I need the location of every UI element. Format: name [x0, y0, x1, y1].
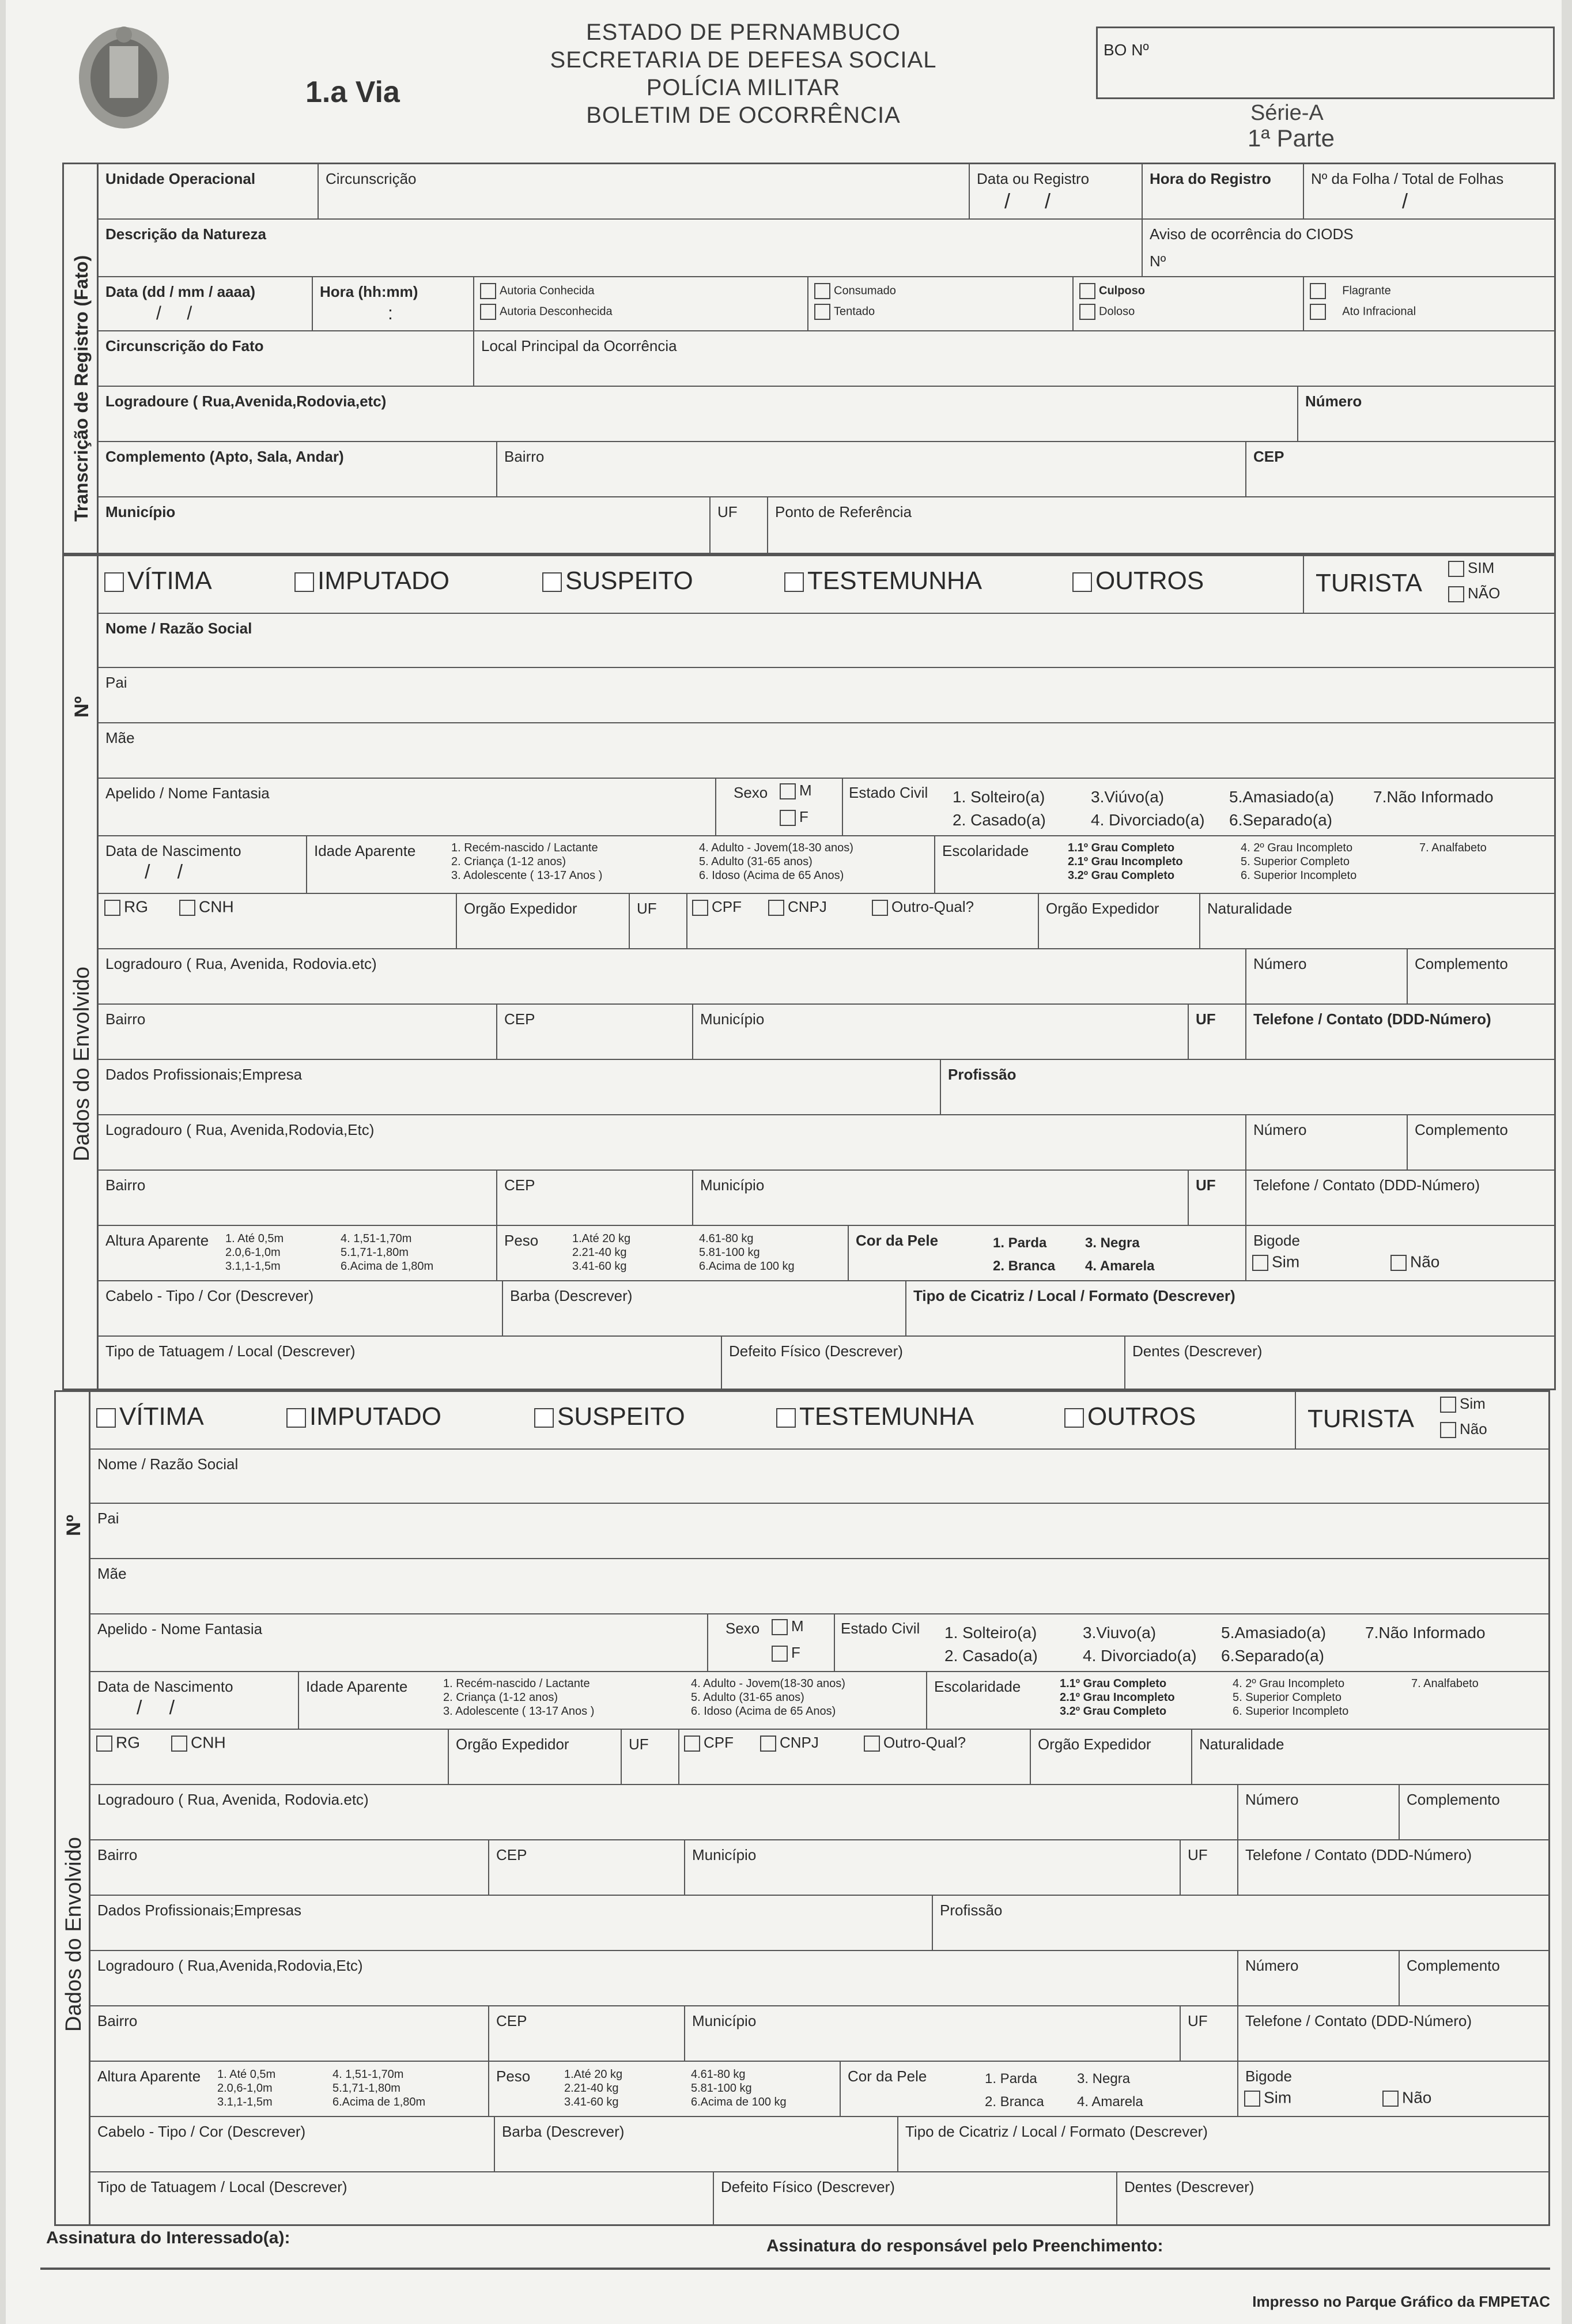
registro-section	[62, 163, 1556, 554]
sexo-2-f-checkbox[interactable]	[772, 1646, 788, 1662]
complemento-fato-field[interactable]: Complemento (Apto, Sala, Andar)	[105, 448, 344, 465]
cnh-checkbox[interactable]	[179, 900, 195, 916]
dados-profissionais-field[interactable]: Dados Profissionais;Empresa	[105, 1066, 303, 1083]
uf-fato-field[interactable]: UF	[709, 497, 767, 554]
logradouro-2-field[interactable]: Logradouro ( Rua, Avenida,Rodovia,Etc)	[105, 1121, 375, 1138]
altura-field[interactable]: Altura Aparente 1. Até 0,5m 2.0,6-1,0m 3.1,1-1,5m 4. 1,51-1,70m 5.1,71-1,80m 6.Acima de 1,80m	[105, 1232, 434, 1273]
envolvido-1-section	[62, 554, 1556, 1390]
numero-2-field[interactable]: Número	[1245, 1115, 1407, 1169]
imputado-2-checkbox[interactable]	[286, 1408, 306, 1428]
envolvido-1-side-bar	[64, 556, 99, 1389]
autoria-field: Autoria Conhecida Autoria Desconhecida	[473, 277, 807, 330]
cicatriz-2-field[interactable]: Tipo de Cicatriz / Local / Formato (Descrever)	[897, 2117, 1548, 2171]
dados-profissionais-2-field[interactable]: Dados Profissionais;Empresas	[97, 1902, 302, 1919]
mae-field[interactable]: Mãe	[99, 723, 1554, 779]
cep-3-field[interactable]: CEP	[488, 1840, 684, 1895]
parte-label: 1ª Parte	[1248, 124, 1335, 152]
data-registro-field[interactable]: Data ou Registro / /	[969, 164, 1142, 218]
local-principal-field[interactable]: Local Principal da Ocorrência	[473, 331, 1554, 386]
uf-doc-2-field[interactable]: UF	[621, 1730, 678, 1784]
folhas-field[interactable]: Nº da Folha / Total de Folhas /	[1303, 164, 1554, 218]
cor-pele-2-field[interactable]: Cor da Pele 1. Parda 2. Branca 3. Negra 4. Amarela	[840, 2062, 1237, 2116]
nascimento-field[interactable]: Data de Nascimento / /	[105, 842, 241, 883]
bottom-rule	[40, 2268, 1550, 2270]
pai-2-field[interactable]: Pai	[90, 1504, 1548, 1559]
turista-2-nao-checkbox[interactable]	[1440, 1422, 1456, 1438]
dentes-field[interactable]: Dentes (Descrever)	[1124, 1337, 1554, 1390]
bo-number-label: BO Nº	[1104, 41, 1149, 59]
hora-registro-field[interactable]: Hora do Registro	[1142, 164, 1303, 218]
dentes-2-field[interactable]: Dentes (Descrever)	[1116, 2172, 1548, 2225]
cpf-checkbox[interactable]	[692, 900, 708, 916]
ponto-referencia-field[interactable]: Ponto de Referência	[767, 497, 1554, 554]
unidade-field[interactable]: Unidade Operacional	[105, 170, 256, 187]
municipio-2-field[interactable]: Município	[692, 1171, 1188, 1225]
cep-field[interactable]: CEP	[496, 1005, 692, 1059]
municipio-3-field[interactable]: Município	[684, 1840, 1180, 1895]
testemunha-2-checkbox[interactable]	[776, 1408, 796, 1428]
cabelo-field[interactable]: Cabelo - Tipo / Cor (Descrever)	[105, 1287, 314, 1304]
aviso-ciods-field[interactable]: Aviso de ocorrência do CIODS Nº	[1142, 220, 1554, 276]
sexo-field: Sexo M F	[715, 779, 842, 835]
complemento-4-field[interactable]: Complemento	[1399, 1951, 1548, 2005]
complemento-3-field[interactable]: Complemento	[1399, 1785, 1548, 1839]
pernambuco-seal-icon	[69, 17, 179, 133]
consumado-checkbox[interactable]	[814, 283, 830, 299]
apelido-2-field[interactable]: Apelido - Nome Fantasia	[97, 1620, 263, 1638]
nome-field[interactable]: Nome / Razão Social	[99, 614, 1554, 668]
municipio-fato-field[interactable]: Município	[105, 503, 176, 520]
bigode-sim-checkbox[interactable]	[1252, 1255, 1268, 1271]
cor-pele-field[interactable]: Cor da Pele 1. Parda 2. Branca 3. Negra 4. Amarela	[848, 1226, 1245, 1280]
turista-field: TURISTA SIM NÃO	[1303, 556, 1554, 613]
escolaridade-2-field[interactable]: Escolaridade 1.1º Grau Completo 2.1º Grau Incompleto 3.2º Grau Completo 4. 2º Grau Incompleto 5. Superior Completo 6. Superior Incompleto 7. Analfabeto	[926, 1672, 1548, 1729]
flagrante-checkbox[interactable]	[1310, 283, 1326, 299]
sexo-2-field: Sexo M F	[707, 1614, 834, 1671]
defeito-fisico-field[interactable]: Defeito Físico (Descrever)	[721, 1337, 1124, 1390]
envolvido-1-roles: VÍTIMA IMPUTADO SUSPEITO TESTEMUNHA OUTROS	[99, 556, 1303, 613]
turista-nao-checkbox[interactable]	[1448, 586, 1464, 602]
logradouro-4-field[interactable]: Logradouro ( Rua,Avenida,Rodovia,Etc)	[97, 1957, 363, 1974]
cnpj-2-checkbox[interactable]	[760, 1736, 776, 1752]
rg-cnh-field: RG CNH	[99, 894, 456, 948]
idade-aparente-2-field[interactable]: Idade Aparente 1. Recém-nascido / Lactante 2. Criança (1-12 anos) 3. Adolescente ( 13-17 Anos ) 4. Adulto - Jovem(18-30 anos) 5. Adulto (31-65 anos) 6. Idoso (Acima de 65 Anos)	[298, 1672, 926, 1729]
assinatura-responsavel-label: Assinatura do responsável pelo Preenchimento:	[766, 2236, 1163, 2255]
cnpj-checkbox[interactable]	[768, 900, 784, 916]
header-policia: POLÍCIA MILITAR	[646, 75, 841, 100]
municipio-4-field[interactable]: Município	[684, 2006, 1180, 2061]
naturalidade-field[interactable]: Naturalidade	[1199, 894, 1554, 948]
bigode-2-field: Bigode Sim Não	[1237, 2062, 1548, 2116]
outro-checkbox[interactable]	[872, 900, 888, 916]
sexo-m-checkbox[interactable]	[780, 783, 796, 799]
envolvido-2-section	[54, 1390, 1550, 2226]
defeito-fisico-2-field[interactable]: Defeito Físico (Descrever)	[713, 2172, 1116, 2225]
naturalidade-2-field[interactable]: Naturalidade	[1191, 1730, 1548, 1784]
bairro-fato-field[interactable]: Bairro	[496, 442, 1245, 496]
logradouro-3-field[interactable]: Logradouro ( Rua, Avenida, Rodovia.etc)	[97, 1791, 369, 1808]
registro-side-label: Transcrição de Registro (Fato)	[71, 255, 92, 522]
outro-2-checkbox[interactable]	[864, 1736, 880, 1752]
bigode-2-nao-checkbox[interactable]	[1382, 2091, 1399, 2107]
assinatura-interessado-label: Assinatura do Interessado(a):	[46, 2228, 290, 2247]
peso-field[interactable]: Peso 1.Até 20 kg 2.21-40 kg 3.41-60 kg 4.61-80 kg 5.81-100 kg 6.Acima de 100 kg	[496, 1226, 848, 1280]
envolvido-2-side-label: Dados do Envolvido	[62, 1837, 86, 2032]
barba-2-field[interactable]: Barba (Descrever)	[494, 2117, 897, 2171]
cpf-2-checkbox[interactable]	[684, 1736, 700, 1752]
cep-4-field[interactable]: CEP	[488, 2006, 684, 2061]
bairro-4-field[interactable]: Bairro	[97, 2012, 138, 2029]
hora-fato-field[interactable]: Hora (hh:mm) :	[312, 277, 473, 330]
profissao-2-field[interactable]: Profissão	[932, 1896, 1548, 1950]
doloso-checkbox[interactable]	[1079, 304, 1095, 320]
impresso-label: Impresso no Parque Gráfico da FMPETAC	[1252, 2293, 1550, 2310]
nome-2-field[interactable]: Nome / Razão Social	[90, 1450, 1548, 1504]
telefone-3-field[interactable]: Telefone / Contato (DDD-Número)	[1237, 1840, 1548, 1895]
rg-2-checkbox[interactable]	[96, 1736, 112, 1752]
rg-cnh-2-field: RG CNH	[90, 1730, 448, 1784]
logradouro-fato-field[interactable]: Logradoure ( Rua,Avenida,Rodovia,etc)	[105, 393, 387, 410]
envolvido-1-n: Nº	[71, 696, 93, 718]
turista-sim-checkbox[interactable]	[1448, 561, 1464, 577]
cpf-cnpj-field: CPF CNPJ Outro-Qual?	[686, 894, 1038, 948]
bigode-2-sim-checkbox[interactable]	[1244, 2091, 1260, 2107]
idade-aparente-field[interactable]: Idade Aparente 1. Recém-nascido / Lactante 2. Criança (1-12 anos) 3. Adolescente ( 13-17 Anos ) 4. Adulto - Jovem(18-30 anos) 5. Adulto (31-65 anos) 6. Idoso (Acima de 65 Anos)	[306, 836, 934, 893]
complemento-2-field[interactable]: Complemento	[1407, 1115, 1554, 1169]
orgao-expedidor-3-field[interactable]: Orgão Expedidor	[448, 1730, 621, 1784]
cicatriz-field[interactable]: Tipo de Cicatriz / Local / Formato (Descrever)	[905, 1281, 1554, 1335]
pai-field[interactable]: Pai	[99, 668, 1554, 723]
header-boletim: BOLETIM DE OCORRÊNCIA	[586, 103, 901, 128]
apelido-field[interactable]: Apelido / Nome Fantasia	[105, 784, 270, 802]
cnh-2-checkbox[interactable]	[171, 1736, 187, 1752]
uf-3-field[interactable]: UF	[1180, 1840, 1237, 1895]
turista-2-field: TURISTA Sim Não	[1295, 1392, 1548, 1448]
estado-civil-2-field[interactable]: Estado Civil 1. Solteiro(a) 2. Casado(a) 3.Viuvo(a) 4. Divorciado(a) 5.Amasiado(a) 6.Separado(a) 7.Não Informado	[834, 1614, 1548, 1671]
bo-number-box[interactable]	[1096, 27, 1555, 99]
profissao-field[interactable]: Profissão	[940, 1060, 1554, 1114]
peso-2-field[interactable]: Peso 1.Até 20 kg 2.21-40 kg 3.41-60 kg 4.61-80 kg 5.81-100 kg 6.Acima de 100 kg	[488, 2062, 840, 2116]
orgao-expedidor-4-field[interactable]: Orgão Expedidor	[1030, 1730, 1191, 1784]
descricao-natureza-field[interactable]: Descrição da Natureza	[105, 225, 266, 243]
sexo-f-checkbox[interactable]	[780, 810, 796, 826]
uf-doc-field[interactable]: UF	[629, 894, 686, 948]
testemunha-checkbox[interactable]	[784, 572, 804, 592]
telefone-2-field[interactable]: Telefone / Contato (DDD-Número)	[1245, 1171, 1554, 1225]
numero-field[interactable]: Número	[1245, 949, 1407, 1003]
complemento-field[interactable]: Complemento	[1407, 949, 1554, 1003]
envolvido-2-side-bar	[56, 1392, 90, 2224]
envolvido-2-roles: VÍTIMA IMPUTADO SUSPEITO TESTEMUNHA OUTROS	[90, 1392, 1295, 1448]
barba-field[interactable]: Barba (Descrever)	[502, 1281, 905, 1335]
telefone-4-field[interactable]: Telefone / Contato (DDD-Número)	[1237, 2006, 1548, 2061]
cabelo-2-field[interactable]: Cabelo - Tipo / Cor (Descrever)	[97, 2123, 306, 2140]
mae-2-field[interactable]: Mãe	[90, 1559, 1548, 1614]
suspeito-checkbox[interactable]	[542, 572, 562, 592]
bigode-field: Bigode Sim Não	[1245, 1226, 1554, 1280]
vitima-checkbox[interactable]	[104, 572, 124, 592]
escolaridade-field[interactable]: Escolaridade 1.1º Grau Completo 2.1º Grau Incompleto 3.2º Grau Completo 4. 2º Grau Incompleto 5. Superior Completo 6. Superior Incompleto 7. Analfabeto	[934, 836, 1554, 893]
cpf-cnpj-2-field: CPF CNPJ Outro-Qual?	[678, 1730, 1030, 1784]
bigode-nao-checkbox[interactable]	[1390, 1255, 1407, 1271]
altura-2-field[interactable]: Altura Aparente 1. Até 0,5m 2.0,6-1,0m 3.1,1-1,5m 4. 1,51-1,70m 5.1,71-1,80m 6.Acima de 1,80m	[97, 2068, 426, 2108]
envolvido-2-n: Nº	[63, 1515, 85, 1536]
bairro-field[interactable]: Bairro	[105, 1010, 146, 1028]
logradouro-field[interactable]: Logradouro ( Rua, Avenida, Rodovia.etc)	[105, 955, 377, 972]
cep-fato-field[interactable]: CEP	[1245, 442, 1554, 496]
header-secretaria: SECRETARIA DE DEFESA SOCIAL	[550, 47, 937, 73]
municipio-field[interactable]: Município	[692, 1005, 1188, 1059]
telefone-field[interactable]: Telefone / Contato (DDD-Número)	[1245, 1005, 1554, 1059]
autoria-conhecida-checkbox[interactable]	[480, 283, 496, 299]
tatuagem-2-field[interactable]: Tipo de Tatuagem / Local (Descrever)	[97, 2178, 347, 2195]
form-paper	[6, 0, 1562, 2324]
culposo-field: Culposo Doloso	[1072, 277, 1303, 330]
circunscricao-field[interactable]: Circunscrição	[318, 164, 969, 218]
serie-label: Série-A	[1250, 101, 1324, 125]
culposo-checkbox[interactable]	[1079, 283, 1095, 299]
autoria-desconhecida-checkbox[interactable]	[480, 304, 496, 320]
numero-4-field[interactable]: Número	[1237, 1951, 1399, 2005]
outros-checkbox[interactable]	[1072, 572, 1092, 592]
uf-4-field[interactable]: UF	[1180, 2006, 1237, 2061]
turista-2-sim-checkbox[interactable]	[1440, 1397, 1456, 1413]
header-state: ESTADO DE PERNAMBUCO	[586, 20, 901, 45]
numero-3-field[interactable]: Número	[1237, 1785, 1399, 1839]
uf-2-field[interactable]: UF	[1188, 1171, 1245, 1225]
envolvido-1-side-label: Dados do Envolvido	[70, 967, 94, 1161]
orgao-expedidor-2-field[interactable]: Orgão Expedidor	[1038, 894, 1199, 948]
bairro-2-field[interactable]: Bairro	[105, 1176, 146, 1194]
rg-checkbox[interactable]	[104, 900, 120, 916]
nascimento-2-field[interactable]: Data de Nascimento / /	[97, 1678, 233, 1719]
sexo-2-m-checkbox[interactable]	[772, 1619, 788, 1635]
ato-infracional-checkbox[interactable]	[1310, 304, 1326, 320]
bairro-3-field[interactable]: Bairro	[97, 1846, 138, 1863]
uf-field[interactable]: UF	[1188, 1005, 1245, 1059]
imputado-checkbox[interactable]	[294, 572, 314, 592]
circ-fato-field[interactable]: Circunscrição do Fato	[105, 337, 264, 354]
tentado-checkbox[interactable]	[814, 304, 830, 320]
outros-2-checkbox[interactable]	[1064, 1408, 1084, 1428]
vitima-2-checkbox[interactable]	[96, 1408, 116, 1428]
data-fato-field[interactable]: Data (dd / mm / aaaa) / /	[105, 283, 256, 323]
tatuagem-field[interactable]: Tipo de Tatuagem / Local (Descrever)	[105, 1342, 356, 1360]
suspeito-2-checkbox[interactable]	[534, 1408, 554, 1428]
orgao-expedidor-field[interactable]: Orgão Expedidor	[456, 894, 629, 948]
flagrante-field: Flagrante Ato Infracional	[1303, 277, 1554, 330]
via-label: 1.a Via	[305, 76, 400, 109]
consumado-field: Consumado Tentado	[807, 277, 1072, 330]
cep-2-field[interactable]: CEP	[496, 1171, 692, 1225]
numero-fato-field[interactable]: Número	[1297, 387, 1554, 441]
estado-civil-field[interactable]: Estado Civil 1. Solteiro(a) 2. Casado(a) 3.Viúvo(a) 4. Divorciado(a) 5.Amasiado(a) 6.Separado(a) 7.Não Informado	[842, 779, 1554, 835]
registro-side-bar	[64, 164, 99, 553]
